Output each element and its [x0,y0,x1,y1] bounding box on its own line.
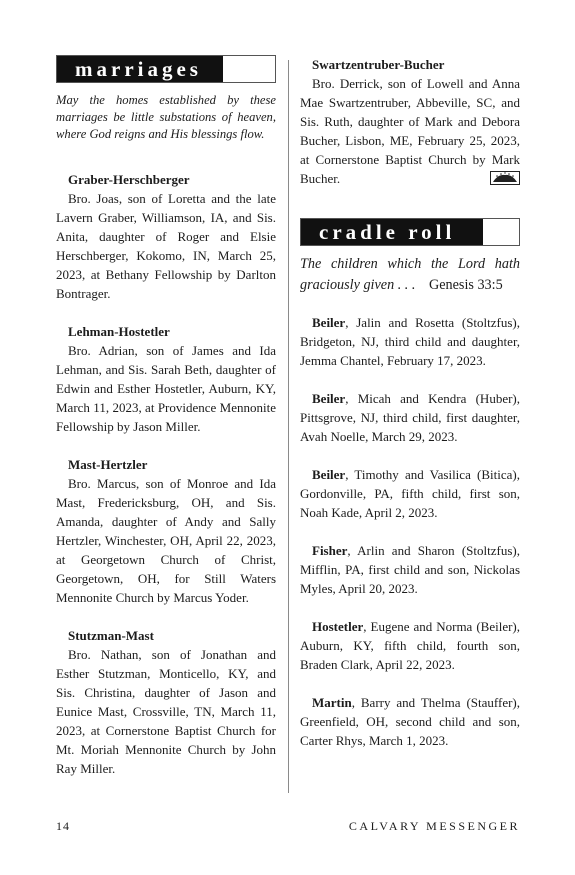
marriage-entry-text: Bro. Joas, son of Loretta and the late Lavern Graber, Williamson, IA, and Sis. Anita, daughter of Roger and Elsie Herschberger, Kokomo, IN, March 25, 2023, at Bethany Fellowship by Darlton Bontrager. [56,191,276,301]
end-of-section-icon [490,171,520,185]
right-column [300,55,520,750]
marriage-entry [300,55,520,188]
marriages-heading: marriages [57,56,223,82]
birth-entry: Martin, Barry and Thelma (Stauffer), Greenfield, OH, second child and son, Carter Rhys, March 1, 2023. [300,695,520,748]
marriage-entry [56,626,276,778]
marriage-entry-text: Bro. Marcus, son of Monroe and Ida Mast, Fredericksburg, OH, and Sis. Amanda, daughter of Andy and Sally Hertzler, Winchester, OH, April 22, 2023, at Georgetown Church of Christ, Georgetown, OH, for Still Waters Mennonite Church by Marcus Yoder. [56,476,276,605]
marriage-entry-text: Bro. Derrick, son of Lowell and Anna Mae Swartzentruber, Abbeville, SC, and Sis. Ruth, daughter of Mark and Debora Bucher, Lisbon, ME, February 25, 2023, at Cornerstone Baptist Church by Mark Bucher. [300,76,520,186]
marriages-intro: May the homes established by these marriages be little substations of heaven, where God reigns and His blessings flow. [56,93,276,141]
marriage-entry-text: Bro. Nathan, son of Jonathan and Esther Stutzman, Monticello, KY, and Sis. Christina, daughter of Jason and Eunice Mast, Crossville, TN, March 11, 2023, at Cornerstone Baptist Church for Mt. Moriah Mennonite Church by John Ray Miller. [56,647,276,776]
birth-entry: Fisher, Arlin and Sharon (Stoltzfus), Mifflin, PA, first child and son, Nickolas Myles, April 20, 2023. [300,543,520,596]
publication-name: CALVARY MESSENGER [348,819,520,833]
column-divider [288,60,289,793]
marriage-entry-name: Graber-Herschberger [68,172,190,187]
marriage-entry-name: Stutzman-Mast [68,628,154,643]
marriage-entry [56,322,276,436]
left-column [56,55,276,778]
marriage-entry-name: Swartzentruber-Bucher [312,57,445,72]
marriage-entry [56,170,276,303]
cradle-roll-heading-box [300,218,520,246]
cradle-roll-verse: Genesis 33:5 [429,277,503,293]
marriage-entry-text: Bro. Adrian, son of James and Ida Lehman, and Sis. Sarah Beth, daughter of Edwin and Esther Hostetler, Auburn, KY, March 11, 2023, at Providence Mennonite Fellowship by Jason Miller. [56,343,276,434]
marriage-entry-name: Lehman-Hostetler [68,324,170,339]
page-number: 14 [56,819,70,833]
marriages-heading-box [56,55,276,83]
birth-entry: Beiler, Timothy and Vasilica (Bitica), Gordonville, PA, fifth child, first son, Noah Kade, April 2, 2023. [300,467,520,520]
birth-entry: Beiler, Micah and Kendra (Huber), Pittsgrove, NJ, third child, first daughter, Avah Noelle, March 29, 2023. [300,391,520,444]
birth-entry: Beiler, Jalin and Rosetta (Stoltzfus), Bridgeton, NJ, third child and daughter, Jemma Chantel, February 17, 2023. [300,315,520,368]
cradle-roll-heading: cradle roll [301,219,483,245]
birth-entry: Hostetler, Eugene and Norma (Beiler), Auburn, KY, fifth child, fourth son, Braden Clark, April 22, 2023. [300,619,520,672]
marriage-entry [56,455,276,607]
marriage-entry-name: Mast-Hertzler [68,457,148,472]
cradle-roll-intro: The children which the Lord hath graciously given . . . Genesis 33:5 [300,256,520,293]
